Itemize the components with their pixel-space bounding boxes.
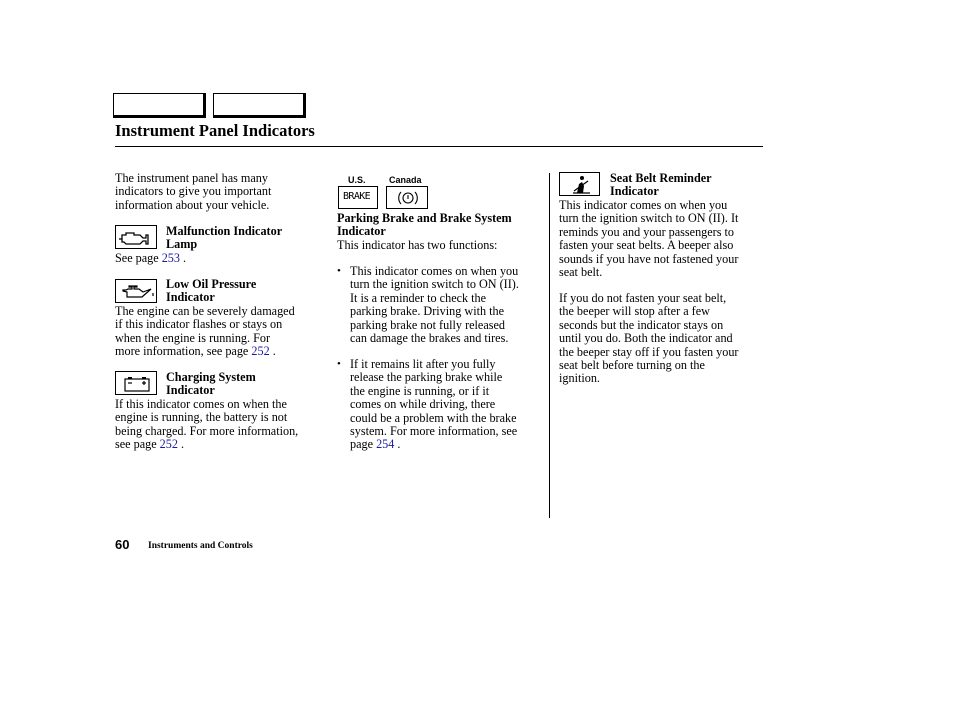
heading-line: Indicator (610, 184, 659, 199)
brake-circle-icon (386, 186, 428, 209)
body-line: parking brake not fully released (350, 317, 505, 332)
nav-button-previous[interactable] (113, 93, 206, 118)
body-line: when the engine is running. For (115, 330, 271, 345)
heading-line: Seat Belt Reminder (610, 171, 712, 185)
body-line: turn the ignition switch to ON (II). It (559, 211, 739, 226)
punct: . (394, 437, 401, 452)
brake-intro (337, 239, 547, 252)
body-line: turn the ignition switch to ON (II). (350, 277, 519, 292)
page-link-253[interactable]: 253 (161, 251, 180, 265)
brake-text: BRAKE (343, 191, 371, 202)
oil-heading (166, 278, 316, 305)
engine-check-icon (115, 225, 157, 249)
body-line: seconds but the indicator stays on (559, 317, 724, 332)
seat-belt-icon (559, 172, 600, 196)
see-page-text: See page (115, 251, 162, 265)
brake-heading (337, 212, 547, 239)
intro-line: information about your vehicle. (115, 197, 270, 212)
see-page-text: page (350, 437, 377, 452)
body-line: the beeper stay off if you fasten your (559, 344, 739, 359)
seatbelt-para-2 (559, 292, 769, 386)
intro-line: indicators to give you important (115, 184, 272, 199)
heading-line: Lamp (166, 237, 198, 252)
body-line: can damage the brakes and tires. (350, 331, 509, 346)
mil-see-page (115, 252, 330, 265)
see-page-text: see page (115, 437, 160, 452)
punct: . (269, 344, 276, 359)
battery-icon (115, 371, 157, 395)
oil-body (115, 305, 330, 359)
bullet-dot: • (337, 358, 341, 370)
oil-can-icon (115, 279, 157, 303)
body-line: This indicator comes on when you (559, 198, 728, 212)
heading-line: Malfunction Indicator (166, 224, 283, 238)
heading-line: Indicator (337, 224, 386, 239)
charging-heading (166, 371, 316, 398)
heading-line: Charging System (166, 370, 256, 384)
mil-heading (166, 225, 316, 252)
body-line: This indicator has two functions: (337, 238, 498, 252)
brake-bullet-1 (350, 265, 550, 345)
punct: . (179, 251, 187, 265)
punct: . (177, 437, 185, 452)
see-page-text: more information, see page (115, 344, 252, 359)
body-line: parking brake. Driving with the (350, 304, 504, 319)
nav-button-next[interactable] (213, 93, 306, 118)
intro-text (115, 172, 330, 212)
body-line: The engine can be severely damaged (115, 304, 295, 318)
title-rule (115, 146, 763, 147)
seatbelt-para-1 (559, 199, 769, 279)
brake-text-icon (338, 186, 378, 209)
body-line: fasten your seat belts. A beeper also (559, 238, 734, 253)
bullet-dot: • (337, 265, 341, 277)
body-line: until you do. Both the indicator and (559, 331, 733, 346)
body-line: the beeper will stop after a few (559, 304, 710, 319)
body-line: seat belt before turning on the (559, 358, 705, 373)
page-link-252[interactable]: 252 (251, 344, 270, 359)
label-canada: Canada (389, 175, 422, 185)
brake-bullet-2 (350, 358, 550, 452)
body-line: seat belt. (559, 265, 603, 280)
body-line: release the parking brake while (350, 370, 503, 385)
body-line: if this indicator flashes or stays on (115, 317, 283, 332)
seatbelt-heading (610, 172, 760, 199)
charging-body (115, 398, 330, 452)
body-line: could be a problem with the brake (350, 410, 517, 425)
body-line: being charged. For more information, (115, 423, 299, 438)
body-line: the engine is running, or if it (350, 383, 490, 398)
page-title: Instrument Panel Indicators (115, 121, 315, 140)
body-line: ignition. (559, 371, 600, 386)
body-line: comes on while driving, there (350, 397, 496, 412)
body-line: sounds if you have not fastened your (559, 251, 739, 266)
body-line: If this indicator comes on when the (115, 397, 287, 411)
heading-line: Indicator (166, 290, 215, 305)
heading-line: Low Oil Pressure (166, 277, 257, 291)
heading-line: Parking Brake and Brake System (337, 211, 512, 225)
body-line: system. For more information, see (350, 424, 518, 439)
body-line: This indicator comes on when you (350, 264, 519, 278)
body-line: If it remains lit after you fully (350, 357, 496, 371)
intro-line: The instrument panel has many (115, 171, 268, 185)
body-line: reminds you and your passengers to (559, 224, 734, 239)
heading-line: Indicator (166, 383, 215, 398)
page-number: 60 (115, 537, 130, 552)
body-line: engine is running, the battery is not (115, 410, 288, 425)
body-line: If you do not fasten your seat belt, (559, 291, 727, 305)
body-line: It is a reminder to check the (350, 290, 487, 305)
page-link-252[interactable]: 252 (159, 437, 178, 452)
column-divider (549, 173, 550, 518)
page-link-254[interactable]: 254 (376, 437, 395, 452)
section-name: Instruments and Controls (148, 541, 253, 551)
label-us: U.S. (348, 175, 366, 185)
